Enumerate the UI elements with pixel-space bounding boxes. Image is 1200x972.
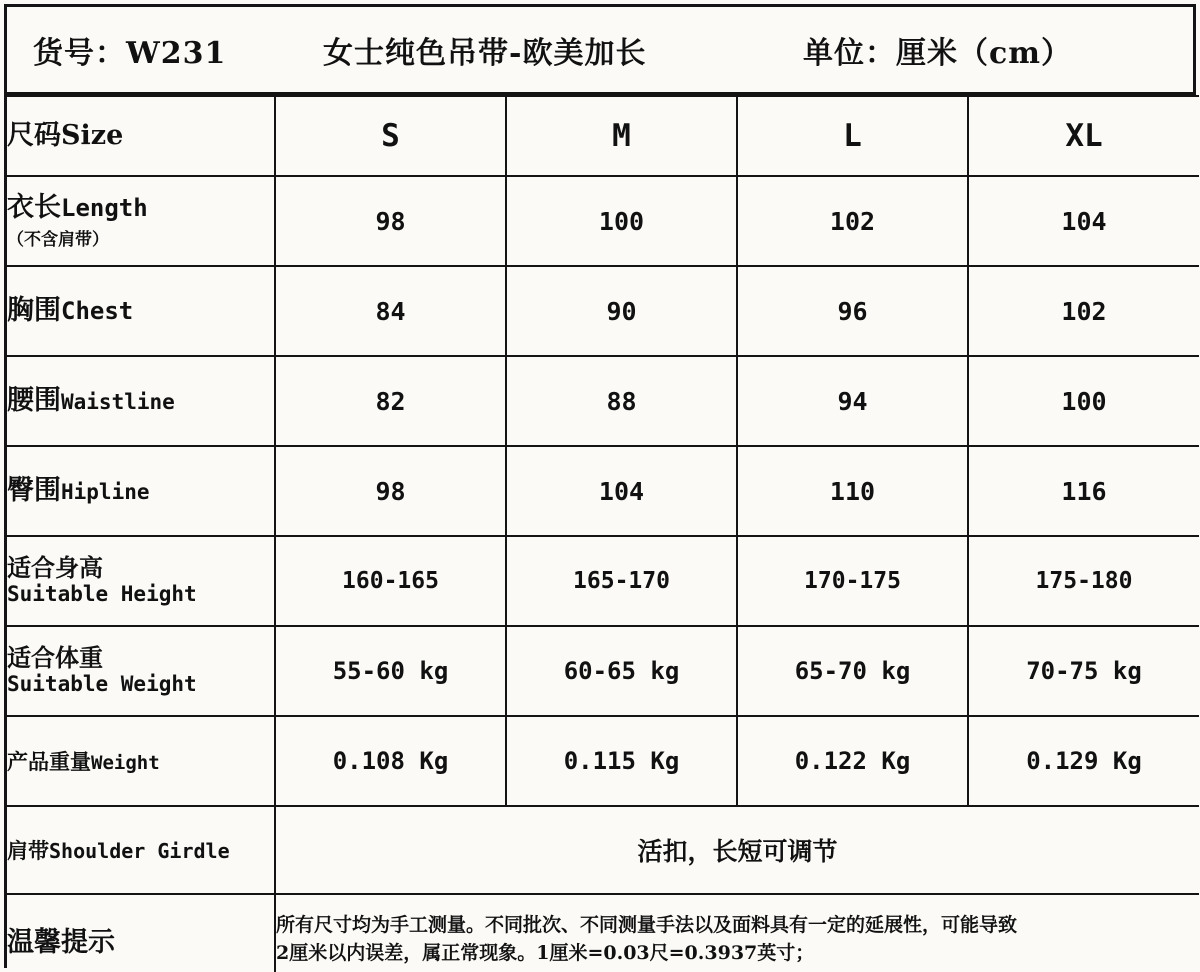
cell-weight-xl: 70-75 kg	[968, 626, 1199, 716]
cell-chest-xl: 102	[968, 266, 1199, 356]
size-header-s: S	[275, 96, 506, 176]
measurement-unit: 单位：厘米（cm）	[803, 35, 1073, 71]
row-label-tips	[7, 894, 275, 972]
cell-product-weight-s: 0.108 Kg	[275, 716, 506, 806]
row-label-product-weight-cn: 产品重量	[7, 749, 91, 774]
cell-weight-m: 60-65 kg	[506, 626, 737, 716]
row-label-tips-text: 温馨提示	[7, 926, 115, 958]
size-header-m: M	[506, 96, 737, 176]
cell-weight-s: 55-60 kg	[275, 626, 506, 716]
size-table	[7, 95, 1199, 972]
cell-length-m: 100	[506, 176, 737, 266]
size-chart-sheet	[4, 4, 1196, 968]
cell-hipline-m: 104	[506, 446, 737, 536]
row-label-waistline-en: Waistline	[61, 390, 175, 415]
cell-chest-s: 84	[275, 266, 506, 356]
cell-chest-m: 90	[506, 266, 737, 356]
table-row-sizes	[7, 96, 1199, 176]
cell-length-s: 98	[275, 176, 506, 266]
row-label-product-weight-en: Weight	[91, 752, 160, 774]
cell-product-weight-xl: 0.129 Kg	[968, 716, 1199, 806]
row-label-suitable-weight	[7, 626, 275, 716]
cell-length-l: 102	[737, 176, 968, 266]
size-header-xl: XL	[968, 96, 1199, 176]
row-label-suitable-height-en: Suitable Height	[7, 582, 197, 607]
cell-product-weight-l: 0.122 Kg	[737, 716, 968, 806]
tips-line-1: 所有尺寸均为手工测量。不同批次、不同测量手法以及面料具有一定的延展性，可能导致	[276, 913, 1018, 936]
cell-hipline-s: 98	[275, 446, 506, 536]
row-label-waistline	[7, 356, 275, 446]
row-label-suitable-height-cn: 适合身高	[7, 553, 103, 583]
cell-tips-body	[275, 894, 1199, 972]
row-label-chest-en: Chest	[61, 297, 134, 326]
table-row-tips	[7, 894, 1199, 972]
cell-hipline-xl: 116	[968, 446, 1199, 536]
table-row-suitable-height	[7, 536, 1199, 626]
row-label-length	[7, 176, 275, 266]
cell-waistline-xl: 100	[968, 356, 1199, 446]
cell-weight-l: 65-70 kg	[737, 626, 968, 716]
row-label-length-note: （不含肩带）	[7, 230, 109, 251]
row-label-length-en: Length	[61, 193, 148, 222]
table-row-hipline	[7, 446, 1199, 536]
chart-header	[7, 7, 1193, 95]
cell-hipline-l: 110	[737, 446, 968, 536]
product-title: 女士纯色吊带-欧美加长	[323, 35, 647, 71]
cell-waistline-m: 88	[506, 356, 737, 446]
row-label-size	[7, 96, 275, 176]
cell-waistline-s: 82	[275, 356, 506, 446]
cell-waistline-l: 94	[737, 356, 968, 446]
row-label-hipline-en: Hipline	[61, 480, 150, 505]
row-label-shoulder-cn: 肩带	[7, 838, 49, 863]
cell-shoulder-girdle-value: 活扣，长短可调节	[275, 806, 1199, 894]
row-label-suitable-weight-cn: 适合体重	[7, 643, 103, 673]
row-label-length-cn: 衣长	[7, 191, 61, 223]
cell-height-xl: 175-180	[968, 536, 1199, 626]
product-code: 货号：W231	[33, 35, 227, 71]
row-label-suitable-height	[7, 536, 275, 626]
cell-height-m: 165-170	[506, 536, 737, 626]
size-header-l: L	[737, 96, 968, 176]
table-row-length	[7, 176, 1199, 266]
row-label-hipline-cn: 臀围	[7, 475, 61, 507]
cell-chest-l: 96	[737, 266, 968, 356]
cell-height-l: 170-175	[737, 536, 968, 626]
row-label-chest	[7, 266, 275, 356]
tips-line-2: 2厘米以内误差，属正常现象。1厘米=0.03尺=0.3937英寸；	[276, 942, 815, 964]
table-row-chest	[7, 266, 1199, 356]
row-label-hipline	[7, 446, 275, 536]
row-label-size-cn: 尺码Size	[7, 120, 124, 152]
row-label-shoulder-en: Shoulder Girdle	[49, 839, 230, 863]
row-label-product-weight	[7, 716, 275, 806]
table-row-waistline	[7, 356, 1199, 446]
row-label-chest-cn: 胸围	[7, 295, 61, 327]
table-row-shoulder-girdle	[7, 806, 1199, 894]
cell-height-s: 160-165	[275, 536, 506, 626]
table-row-suitable-weight	[7, 626, 1199, 716]
row-label-suitable-weight-en: Suitable Weight	[7, 672, 197, 697]
row-label-shoulder-girdle	[7, 806, 275, 894]
row-label-waistline-cn: 腰围	[7, 385, 61, 417]
table-row-product-weight	[7, 716, 1199, 806]
cell-length-xl: 104	[968, 176, 1199, 266]
cell-product-weight-m: 0.115 Kg	[506, 716, 737, 806]
